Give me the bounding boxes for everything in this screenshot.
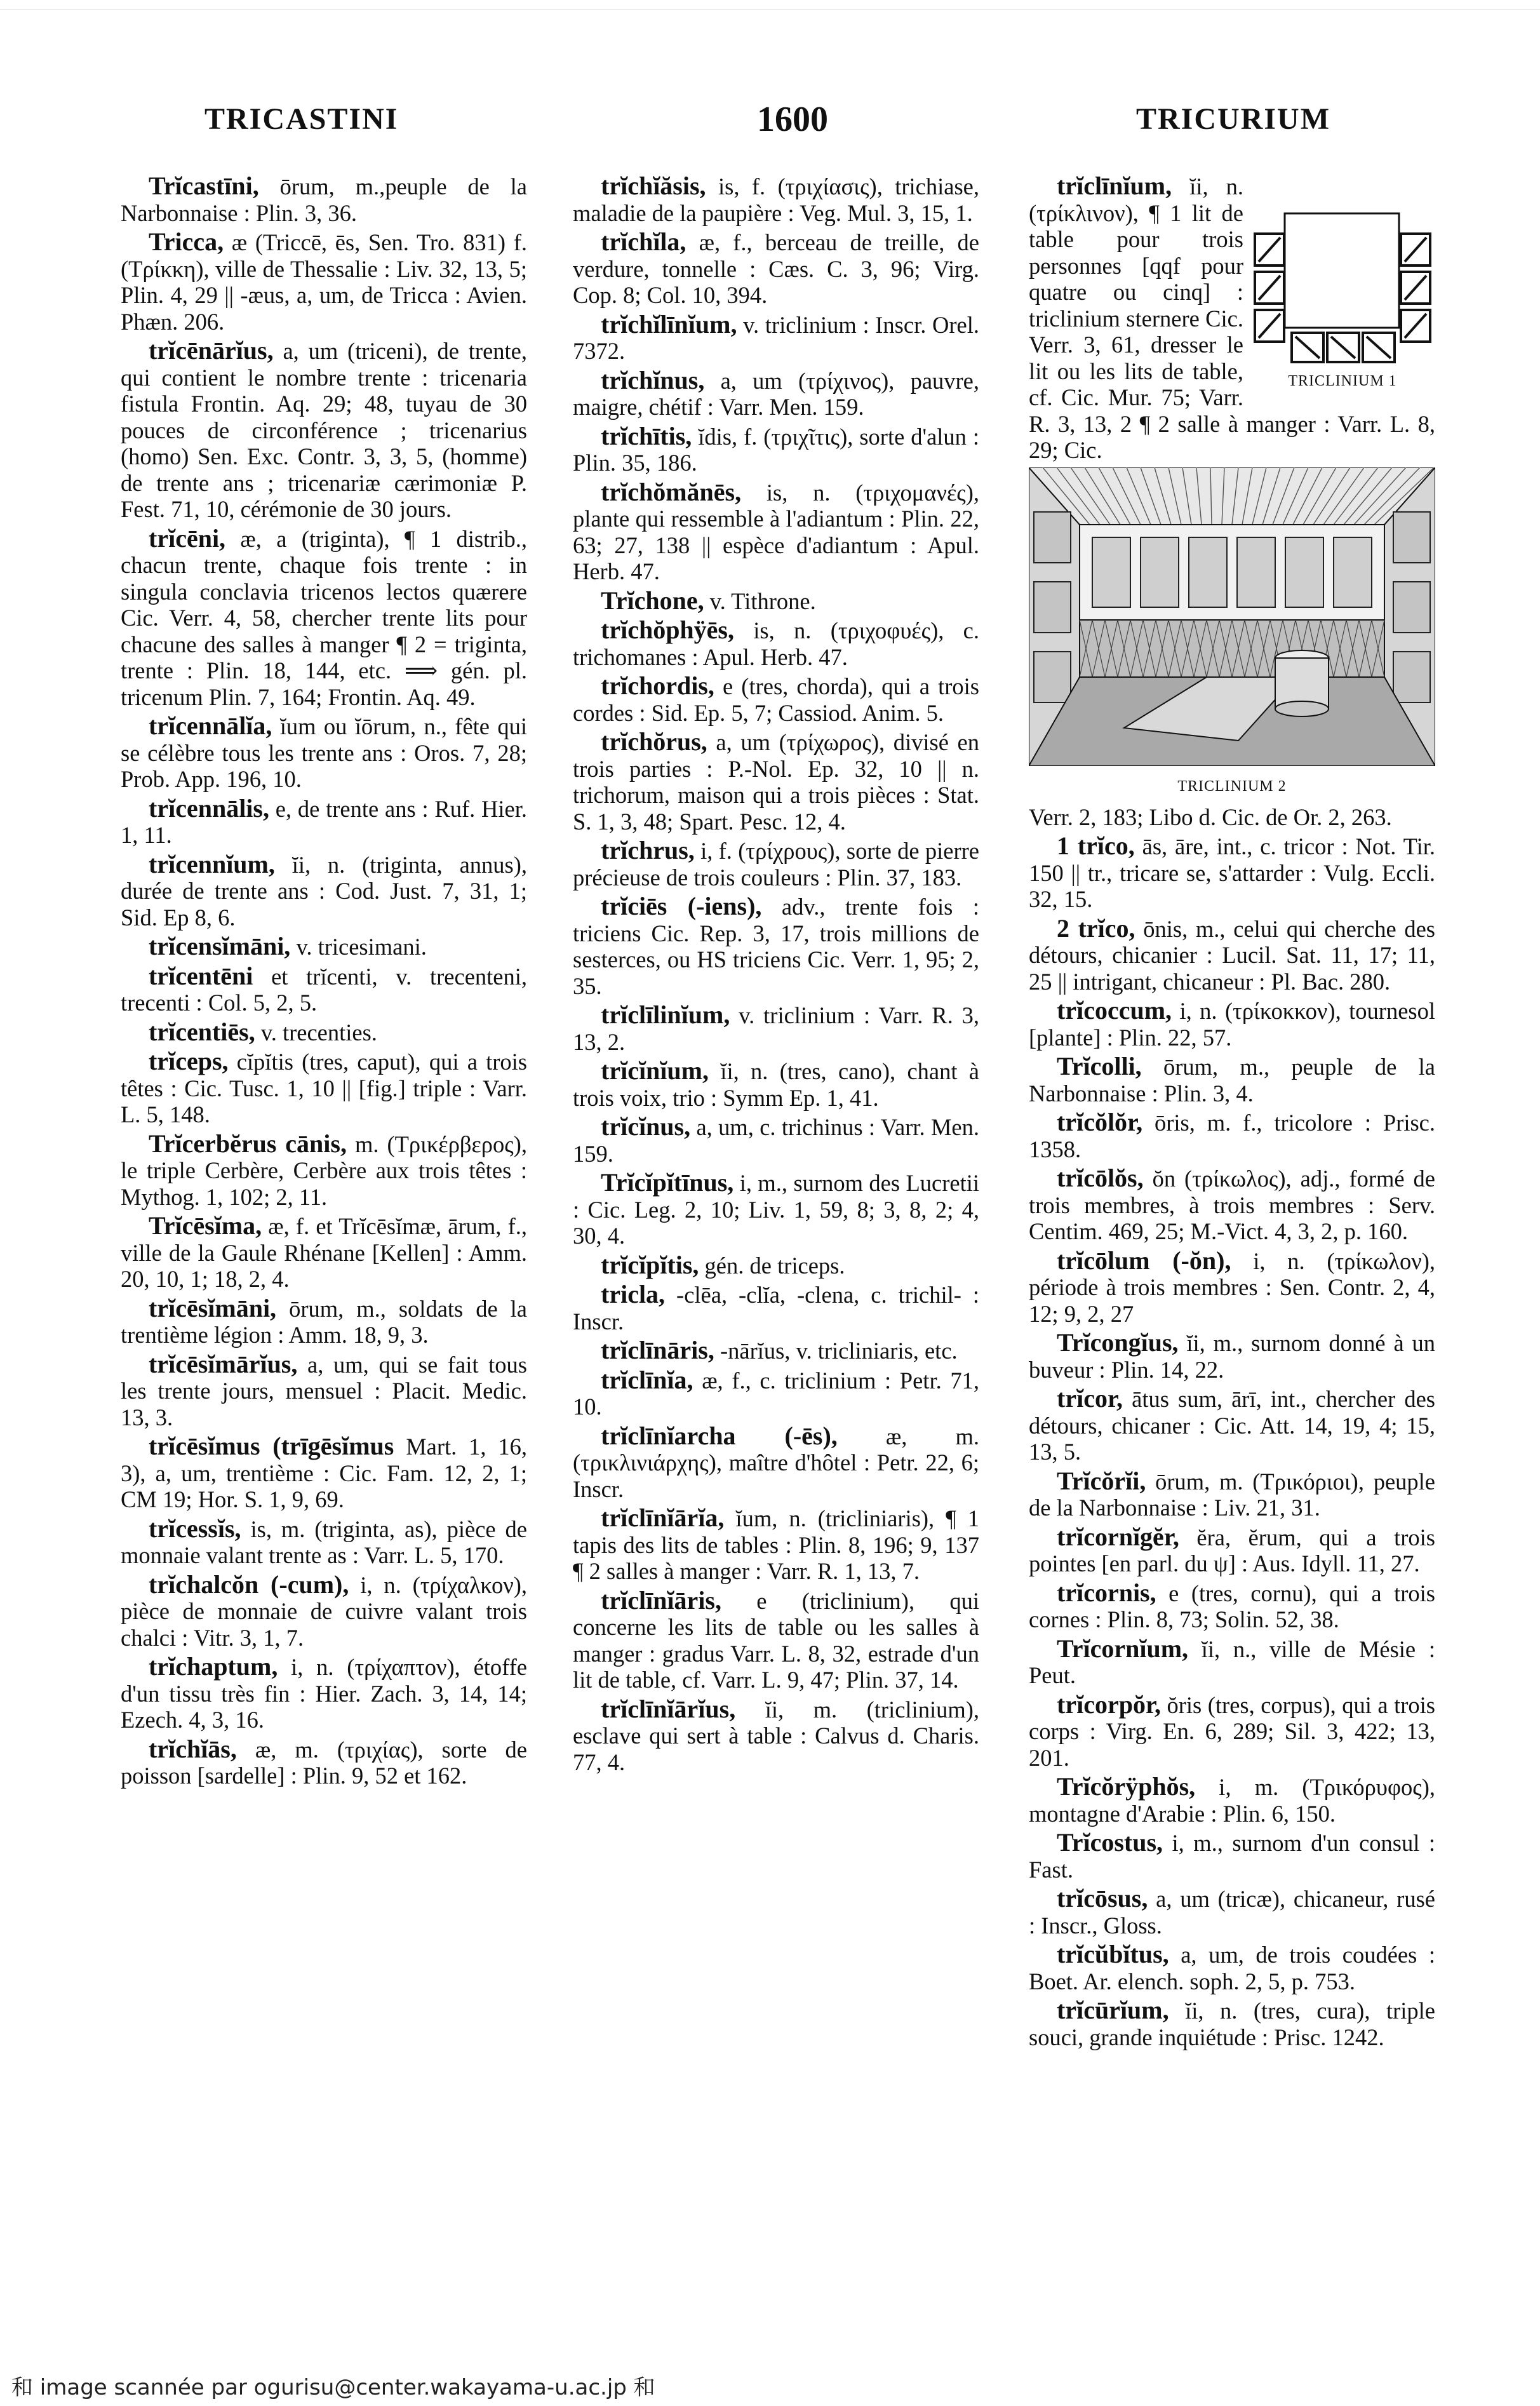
definition-text: ĭum, n. (tricliniaris), ¶ 1 tapis des lits de tables : Plin. 8, 196; 9, 137 ¶ 2 salles à manger : Varr. R. 1, 13, 7. [573,1505,979,1584]
headword: trĭcĭnĭum, [601,1056,709,1085]
definition-text: is, n. (τριχομανές), plante qui ressemble à l'adiantum : Plin. 22, 63; 27, 138 || espèce d'adiantum : Apul. Herb. 47. [573,479,979,584]
headword: trĭciēs (-iens), [601,892,762,920]
headword: Trĭcolli, [1057,1052,1142,1080]
definition-text: cĭpĭtis (tres, caput), qui a trois têtes : Cic. Tusc. 1, 10 || [fig.] triple : Varr. L. 5, 148. [121,1049,527,1127]
dictionary-entry [1029,1691,1435,1771]
headword: trĭclīnĭarcha (-ēs), [601,1421,838,1450]
headword: trĭcensĭmāni, [149,932,291,960]
headword: trĭcŏlŏr, [1057,1108,1143,1136]
column-right [1029,173,1435,2345]
headword: trĭchrus, [601,836,695,864]
definition-text: ŏris (tres, corpus), qui a trois corps : Virg. En. 6, 289; Sil. 3, 422; 13, 201. [1029,1691,1435,1771]
dictionary-entry [573,673,979,726]
headword: trĭcor, [1057,1384,1123,1413]
headword: Trĭcŏrĭi, [1057,1466,1146,1495]
definition-text: a, um (τρίχωρος), divisé en trois parties : P.-Nol. Ep. 32, 10 || n. trichorum, maison qui a trois pièces : Stat. S. 1, 3, 48; Spart. Pesc. 12, 4. [573,729,979,835]
dictionary-entry [121,1516,527,1569]
definition-text: ĭi, m. (triclinium), esclave qui sert à table : Calvus d. Charis. 77, 4. [573,1696,979,1775]
definition-text: ĕra, ĕrum, qui a trois pointes [en parl. du ψ] : Aus. Idyll. 11, 27. [1029,1524,1435,1576]
figure-caption: TRICLINIUM 1 [1288,373,1397,389]
dictionary-entry [573,1423,979,1503]
dictionary-entry [121,173,527,226]
definition-text: a, um (triceni), de trente, qui contient le nombre trente : tricenaria fistula Frontin. Aq. 29; 48, tuyau de 30 pouces de circonférence ; tricenarius (homo) Sen. Exc. Contr. 3, 3, 5, (homme) de trente ans ; tricenariæ cærimoniæ P. Fest. 71, 10, cérémonie de 30 jours. [121,338,527,522]
definition-text: æ, f. et Trĭcēsĭmæ, ārum, f., ville de la Gaule Rhénane [Kellen] : Amm. 20, 10, 1; 18, 2, 4. [121,1213,527,1292]
dictionary-entry [1029,1247,1435,1327]
dictionary-entry [121,1019,527,1046]
headword: trĭclīnĭum, [1057,173,1172,200]
headword: trĭchŏmănēs, [601,477,742,506]
definition-text: æ (Triccē, ēs, Sen. Tro. 831) f. (Τρίκκη), ville de Thessalie : Liv. 32, 13, 5; Plin. 4, 29 || -æus, a, um, de Tricca : Avien. Phæn. 206. [121,229,527,335]
definition-text: v. Tithrone. [709,588,816,614]
definition-text: a, um, c. trichinus : Varr. Men. 159. [573,1114,979,1167]
headword: Trĭchone, [601,586,704,615]
definition-text: ōrum, m. (Τρικόριοι), peuple de la Narbonnaise : Liv. 21, 31. [1029,1468,1435,1521]
dictionary-entry [121,1048,527,1128]
definition-text: i, n. (τρίχαπτον), étoffe d'un tissu très fin : Hier. Zach. 3, 14, 14; Ezech. 4, 3, 16. [121,1654,527,1733]
dictionary-entry [573,1002,979,1055]
column-left [121,173,527,2345]
headword: trĭcentiēs, [149,1017,255,1046]
definition-text: m. (Τρικέρβερος), le triple Cerbère, Cerbère aux trois têtes : Mythog. 1, 102; 2, 11. [121,1131,527,1210]
dictionary-entry [1029,1829,1435,1883]
dictionary-entry [1029,1468,1435,1521]
dictionary-entry [121,337,527,523]
headword: trĭclīnĭa, [601,1365,693,1394]
dictionary-entry [573,1113,979,1167]
headword: trĭcorpŏr, [1057,1690,1162,1719]
definition-text: a, um (tricæ), chicaneur, rusé : Inscr., Gloss. [1029,1886,1435,1939]
dictionary-entry [1029,1053,1435,1106]
headword: trĭchĭla, [601,227,686,256]
dictionary-entry [1029,1580,1435,1633]
definition-text: v. trecenties. [260,1019,377,1045]
dictionary-entry [573,1505,979,1585]
running-head-left: TRICASTINI [204,102,399,136]
definition-text: i, m., surnom d'un consul : Fast. [1029,1830,1435,1883]
dictionary-entry [1029,1773,1435,1827]
page-header [0,102,1540,152]
definition-text: -clēa, -clĭa, -clena, c. trichil- : Inscr. [573,1282,979,1334]
dictionary-entry [121,933,527,960]
dictionary-entry [573,423,979,476]
headword: trĭclīnĭārĭa, [601,1503,725,1532]
dictionary-entry [573,617,979,670]
headword: tricla, [601,1280,666,1308]
headword: trĭclīnĭāris, [601,1585,721,1615]
headword: trĭclīlinĭum, [601,1000,730,1029]
dictionary-entry [1029,173,1435,464]
definition-text: i, f. (τρίχρους), sorte de pierre précieuse de trois couleurs : Plin. 37, 183. [573,838,979,890]
headword: trĭcĭnus, [601,1112,691,1141]
headword: trĭcŭbĭtus, [1057,1940,1169,1968]
definition-text: ĭi, n. (tres, cura), triple souci, grande inquiétude : Prisc. 1242. [1029,1998,1435,2050]
headword: trĭcēsĭmus (trīgēsĭmus [149,1432,394,1460]
headword: 2 trĭco, [1057,913,1135,943]
dictionary-entry [121,1736,527,1789]
dictionary-entry [573,1587,979,1693]
dictionary-entry [121,963,527,1016]
headword: trĭchītis, [601,421,692,450]
definition-text: Mart. 1, 16, 3), a, um, trentième : Cic. Fam. 12, 2, 1; CM 19; Hor. S. 1, 9, 69. [121,1434,527,1512]
dictionary-entry [1029,804,1435,831]
scan-credit: 和 image scannée par ogurisu@center.wakayama-u.ac.jp 和 [11,2375,655,2400]
headword: trĭcoccum, [1057,996,1172,1025]
dictionary-entry [573,1169,979,1249]
headword: trĭcennālis, [149,793,269,823]
dictionary-entry [121,851,527,931]
headword: Trĭcornĭum, [1057,1634,1189,1663]
dictionary-entry [573,1696,979,1776]
headword: Tricca, [149,227,224,256]
dictionary-entry [573,479,979,585]
definition-text: ōrum, m.,peuple de la Narbonnaise : Plin. 3, 36. [121,173,527,226]
definition-text: v. triclinium : Varr. R. 3, 13, 2. [573,1002,979,1055]
dictionary-entry [1029,997,1435,1051]
dictionary-entry [573,1337,979,1364]
headword: trĭcennĭum, [149,849,275,878]
definition-text: æ, m. (τρικλινιάρχης), maître d'hôtel : Petr. 22, 6; Inscr. [573,1423,979,1502]
dictionary-entry [573,1367,979,1420]
definition-text: a, um, qui se fait tous les trente jours, mensuel : Placit. Medic. 13, 3. [121,1351,527,1430]
definition-text: adv., trente fois : triciens Cic. Rep. 3, 17, trois millions de sesterces, ou HS triciens Cic. Verr. 1, 95; 2, 35. [573,894,979,999]
dictionary-entry [121,1653,527,1733]
dictionary-entry [121,1571,527,1651]
dictionary-entry [1029,1997,1435,2050]
headword: trĭcēnārĭus, [149,336,274,365]
headword: trĭceps, [149,1047,229,1075]
headword: Trĭcĭpĭtīnus, [601,1168,734,1197]
headword: trĭcornis, [1057,1578,1156,1607]
headword: trĭcōlum (-ŏn), [1057,1246,1231,1275]
definition-text: ōrum, m., soldats de la trentième légion : Amm. 18, 9, 3. [121,1295,527,1348]
definition-text: i, m. (Τρικόρυφος), montagne d'Arabie : Plin. 6, 150. [1029,1774,1435,1827]
triclinium-2-illustration [1029,467,1435,800]
definition-text: i, n. (τρίκωλον), période à trois membres : Sen. Contr. 2, 4, 12; 9, 2, 27 [1029,1247,1435,1327]
headword: trĭchĭās, [149,1734,237,1763]
dictionary-entry [573,173,979,226]
definition-text: i, m., surnom des Lucretii : Cic. Leg. 2, 10; Liv. 1, 59, 8; 3, 8, 2; 4, 30, 4. [573,1170,979,1249]
headword: trĭchĭăsis, [601,173,706,200]
definition-text: is, m. (triginta, as), pièce de monnaie valant trente as : Varr. L. 5, 170. [121,1516,527,1568]
definition-text: v. triclinium : Inscr. Orel. 7372. [573,311,979,364]
dictionary-entry [573,311,979,365]
definition-text: ĭi, m., surnom donné à un buveur : Plin. 14, 22. [1029,1330,1435,1383]
dictionary-entry [573,588,979,615]
definition-text: ĭi, n. (τρίκλινον), ¶ 1 lit de table pour trois personnes [qqf pour quatre ou cinq] : triclinium sternere Cic. Verr. 3, 61, dresser le lit ou les lits de table, cf. Cic. Mur. 75; Varr. R. 3, 13, 2 ¶ 2 salle à manger : Varr. L. 8, 29; Cic. [1029,173,1435,463]
page-number: 1600 [757,100,828,139]
definition-text: -nārĭus, v. tricliniaris, etc. [720,1338,958,1364]
definition-text: ōrum, m., peuple de la Narbonnaise : Plin. 3, 4. [1029,1054,1435,1106]
definition-text: a, um (τρίχινος), pauvre, maigre, chétif : Varr. Men. 159. [573,367,979,420]
dictionary-entry [573,1058,979,1111]
dictionary-entry [121,1433,527,1513]
definition-text: et trĭcenti, v. trecenteni, trecenti : Col. 5, 2, 5. [121,963,527,1016]
dictionary-entry [1029,1329,1435,1383]
definition-text: Verr. 2, 183; Libo d. Cic. de Or. 2, 263. [1029,803,1392,830]
headword: trĭchŏphÿēs, [601,615,734,644]
headword: trĭchĭlīnĭum, [601,309,737,339]
dictionary-entry [1029,1524,1435,1577]
definition-text: ĭi, n. (triginta, annus), durée de trente ans : Cod. Just. 7, 31, 1; Sid. Ep 8, 6. [121,851,527,931]
headword: Trĭcostus, [1057,1828,1163,1857]
headword: trĭcēsĭmāni, [149,1293,277,1322]
headword: trĭcēni, [149,523,226,553]
definition-text: is, f. (τριχίασις), trichiase, maladie de la paupière : Veg. Mul. 3, 15, 1. [573,173,979,226]
headword: trĭclīnĭārĭus, [601,1694,736,1723]
dictionary-entry [1029,1636,1435,1689]
headword: Trĭcēsĭma, [149,1211,262,1240]
headword: trĭclīnāris, [601,1336,714,1364]
definition-text: e, de trente ans : Ruf. Hier. 1, 11. [121,795,527,848]
headword: trĭcentēni [149,961,253,990]
headword: 1 trĭco, [1057,831,1135,860]
dictionary-entry [121,1351,527,1431]
dictionary-entry [121,1295,527,1348]
definition-text: ās, āre, int., c. tricor : Not. Tir. 150 || tr., tricare se, s'attarder : Vulg. Eccli. 32, 15. [1029,833,1435,912]
dictionary-entry [121,713,527,793]
definition-text: e (triclinium), qui concerne les lits de table ou les salles à manger : gradus Varr. L. 8, 32, estrade d'un lit de table, cf. Varr. L. 9, 47; Plin. 37, 14. [573,1587,979,1693]
dictionary-entry [1029,833,1435,913]
definition-text: ŏn (τρίκωλος), adj., formé de trois membres, à trois membres : Serv. Centim. 469, 25; M.-Vict. 4, 3, 2, p. 160. [1029,1166,1435,1244]
dictionary-entry [573,729,979,835]
scan-top-edge [0,0,1540,10]
definition-text: v. tricesimani. [296,934,427,960]
dictionary-entry [121,1131,527,1211]
dictionary-entry [573,837,979,890]
definition-text: ōnis, m., celui qui cherche des détours, chicanier : Lucil. Sat. 11, 17; 11, 25 || intrigant, chicaneur : Pl. Bac. 280. [1029,915,1435,995]
definition-text: æ, f., berceau de treille, de verdure, tonnelle : Cæs. C. 3, 96; Virg. Cop. 8; Col. 10, 394. [573,229,979,308]
headword: trĭcornĭgĕr, [1057,1522,1179,1551]
definition-text: is, n. (τριχοφυές), c. trichomanes : Apul. Herb. 47. [573,617,979,670]
headword: Trĭcerbĕrus cānis, [149,1129,347,1158]
dictionary-entry [1029,1109,1435,1162]
definition-text: ĭi, n., ville de Mésie : Peut. [1029,1636,1435,1688]
headword: Trĭcŏrÿphŏs, [1057,1772,1196,1801]
headword: trĭcēsĭmārĭus, [149,1349,298,1378]
running-head-right: TRICURIUM [1136,102,1330,136]
headword: trĭcōsus, [1057,1884,1148,1912]
dictionary-entry [121,229,527,335]
definition-text: i, n. (τρίκοκκον), tournesol [plante] : Plin. 22, 57. [1029,998,1435,1051]
dictionary-entry [1029,915,1435,995]
definition-text: i, n. (τρίχαλκον), pièce de monnaie de cuivre valant trois chalci : Vitr. 3, 1, 7. [121,1571,527,1651]
headword: trĭcōlŏs, [1057,1164,1144,1192]
headword: trĭcĭpĭtis, [601,1250,699,1279]
dictionary-entry [573,367,979,420]
headword: trĭchĭnus, [601,365,705,394]
definition-text: ĭum ou ĭōrum, n., fête qui se célèbre tous les trente ans : Oros. 7, 28; Prob. App. 196, 10. [121,713,527,792]
dictionary-entry [1029,1165,1435,1245]
definition-text: a, um, de trois coudées : Boet. Ar. elench. soph. 2, 5, p. 753. [1029,1942,1435,1994]
definition-text: ātus sum, ārī, int., chercher des détours, chicaner : Cic. Att. 14, 19, 4; 15, 13, 5. [1029,1386,1435,1465]
triclinium-1-diagram [1250,208,1435,395]
headword: trĭchalcŏn (-cum), [149,1569,349,1599]
dictionary-entry [573,1252,979,1279]
headword: trĭcūrĭum, [1057,1996,1169,2024]
definition-text: ĭi, n. (tres, cano), chant à trois voix, trio : Symm Ep. 1, 41. [573,1058,979,1111]
dictionary-entry [121,1213,527,1293]
figure-caption: TRICLINIUM 2 [1177,778,1287,795]
definition-text: gén. de triceps. [704,1252,845,1279]
definition-text: æ, f., c. triclinium : Petr. 71, 10. [573,1367,979,1420]
dictionary-entry [1029,1385,1435,1465]
dictionary-entry [121,795,527,849]
definition-text: æ, m. (τριχίας), sorte de poisson [sardelle] : Plin. 9, 52 et 162. [121,1736,527,1789]
definition-text: ĭdis, f. (τριχῖτις), sorte d'alun : Plin. 35, 186. [573,423,979,476]
dictionary-entry [121,525,527,711]
dictionary-entry [573,229,979,309]
definition-text: e (tres, chorda), qui a trois cordes : Sid. Ep. 5, 7; Cassiod. Anim. 5. [573,673,979,726]
headword: trĭchŏrus, [601,727,707,756]
column-middle [573,173,979,2345]
headword: Trĭcastīni, [149,173,259,200]
headword: trĭchordis, [601,671,714,700]
dictionary-entry [1029,1885,1435,1939]
headword: trĭchaptum, [149,1652,278,1681]
headword: Trĭcongĭus, [1057,1328,1179,1357]
headword: trĭcennālĭa, [149,711,272,740]
headword: trĭcessĭs, [149,1514,241,1543]
dictionary-entry [573,1281,979,1334]
definition-text: ōris, m. f., tricolore : Prisc. 1358. [1029,1110,1435,1162]
definition-text: æ, a (triginta), ¶ 1 distrib., chacun trente, chaque fois trente : in singula conclavia tricenos lectos quærere Cic. Verr. 4, 58, chercher trente lits pour chacune des salles à manger ¶ 2 = triginta, trente : Plin. 18, 144, etc. ⟹ gén. pl. tricenum Plin. 7, 164; Frontin. Aq. 49. [121,525,527,710]
dictionary-entry [573,893,979,999]
definition-text: e (tres, cornu), qui a trois cornes : Plin. 8, 73; Solin. 52, 38. [1029,1580,1435,1632]
dictionary-entry [1029,1941,1435,1994]
